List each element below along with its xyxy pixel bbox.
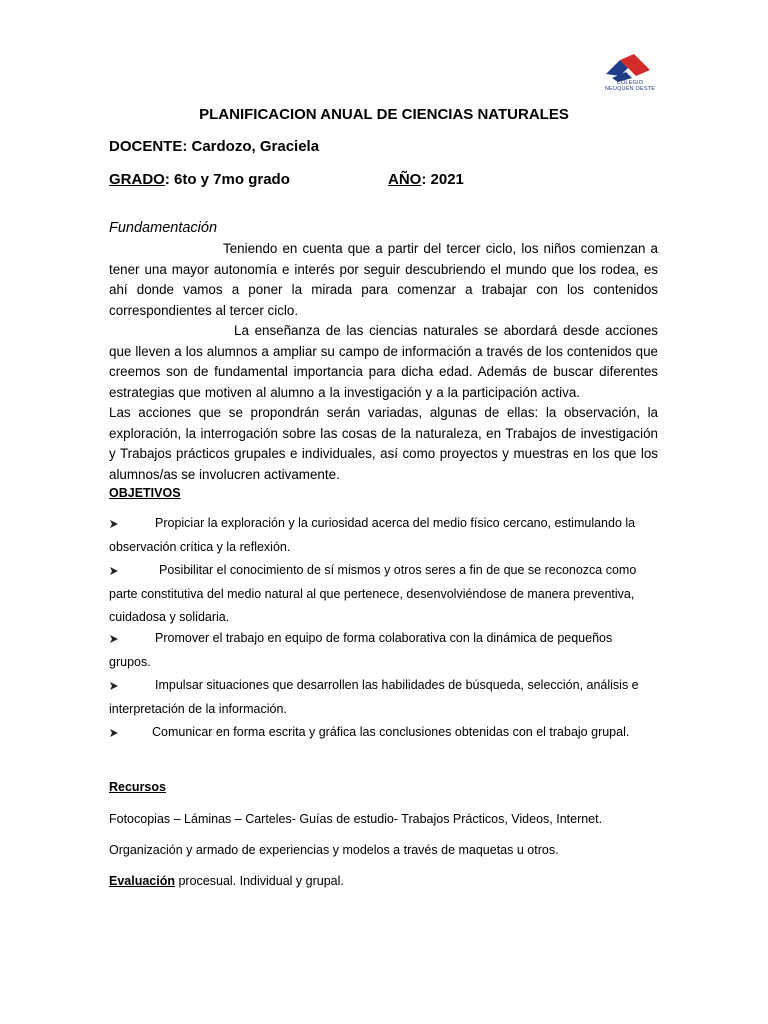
- evaluacion-text: procesual. Individual y grupal.: [175, 874, 344, 888]
- arrow-bullet-icon: [109, 566, 119, 576]
- school-logo-text: COLEGIO NEUQUÉN OESTE: [604, 80, 656, 92]
- fundamentacion-paragraph-2: La enseñanza de las ciencias naturales se abordará desde acciones que lleven a los alumnos a ampliar su campo de información a través de los contenidos que creemos son de fundamental importancia para dicha edad. Además de buscar diferentes estrategias que motiven al alumno a la investigación y a la participación activa.Las acciones que se propondrán serán variadas, algunas de ellas: la observación, la exploración, la interrogación sobre las cosas de la naturaleza, en Trabajos de investigación y Trabajos prácticos grupales e individuales, así como proyectos y muestras en los que los alumnos/as se involucren activamente.: [109, 323, 658, 482]
- fundamentacion-heading: Fundamentación: [109, 220, 218, 236]
- grado-value: : 6to y 7mo grado: [164, 171, 290, 188]
- anio-label: AÑO: [388, 171, 422, 188]
- objetivos-heading: OBJETIVOS: [109, 486, 181, 500]
- objetivo-item-4: Impulsar situaciones que desarrollen las habilidades de búsqueda, selección, análisis e interpretación de la información.: [109, 678, 639, 716]
- recursos-heading: Recursos: [109, 780, 166, 794]
- evaluacion-line: [109, 874, 344, 888]
- fundamentacion-body: [109, 239, 658, 485]
- evaluacion-label: Evaluación: [109, 874, 175, 888]
- grado-label: GRADO: [109, 171, 165, 188]
- grado-line: [109, 171, 290, 188]
- objetivo-item-3: Promover el trabajo en equipo de forma colaborativa con la dinámica de pequeños grupos.: [109, 631, 613, 669]
- recursos-line-1: Fotocopias – Láminas – Carteles- Guías de estudio- Trabajos Prácticos, Videos, Internet.: [109, 812, 603, 826]
- docente-label: DOCENTE:: [109, 138, 188, 155]
- objetivo-item-2: Posibilitar el conocimiento de sí mismos y otros seres a fin de que se reconozca como parte constitutiva del medio natural al que pertenece, desenvolviéndose de manera preventiva, cuidadosa y solidaria.: [109, 563, 637, 624]
- objetivo-item-1: Propiciar la exploración y la curiosidad acerca del medio físico cercano, estimulando la observación crítica y la reflexión.: [109, 516, 636, 554]
- document-title: PLANIFICACION ANUAL DE CIENCIAS NATURALES: [199, 106, 569, 123]
- objetivo-item-5: Comunicar en forma escrita y gráfica las conclusiones obtenidas con el trabajo grupal.: [109, 721, 657, 745]
- docente-line: [109, 138, 319, 155]
- arrow-bullet-icon: [109, 681, 119, 691]
- anio-value: : 2021: [421, 171, 464, 188]
- docente-value: Cardozo, Graciela: [187, 138, 320, 155]
- arrow-bullet-icon: [109, 634, 119, 644]
- arrow-bullet-icon: [109, 728, 119, 738]
- fundamentacion-paragraph-1: Teniendo en cuenta que a partir del tercer ciclo, los niños comienzan a tener una mayor autonomía e interés por seguir descubriendo el mundo que los rodea, es ahí donde vamos a poner la mirada para comenzar a trabajar con los contenidos correspondientes al tercer ciclo.: [109, 241, 658, 318]
- recursos-line-2: Organización y armado de experiencias y modelos a través de maquetas u otros.: [109, 843, 559, 857]
- anio-line: [388, 171, 464, 188]
- arrow-bullet-icon: [109, 519, 119, 529]
